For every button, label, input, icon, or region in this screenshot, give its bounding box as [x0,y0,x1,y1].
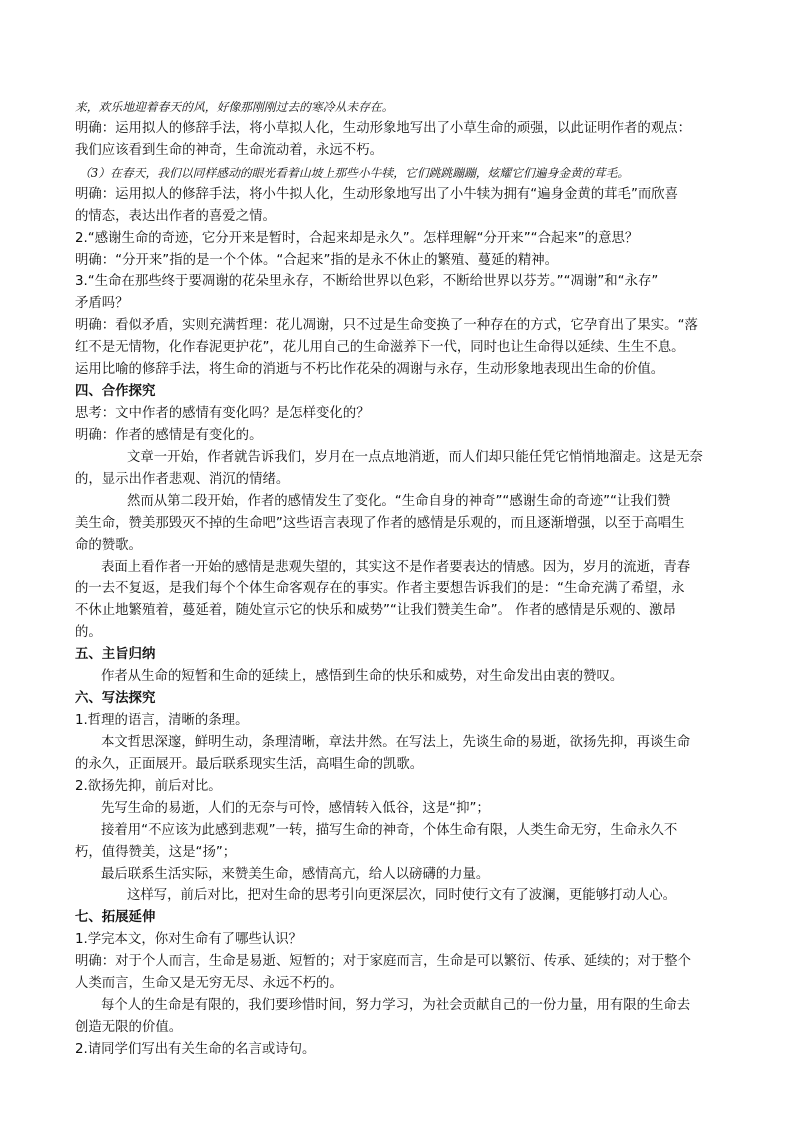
paragraph-line: 的情态，表达出作者的喜爱之情。 [75,208,276,224]
paragraph-line: 的一去不复返，是我们每个个体生命客观存在的事实。作者主要想告诉我们的是：“生命充满了希望，永 [75,581,685,597]
quoted-excerpt-line: （3）在春天，我们以同样感动的眼光看着山坡上那些小牛犊，它们跳跳蹦蹦，炫耀它们遍身金黄的茸毛。 [79,165,630,180]
paragraph-line: 不休止地繁殖着，蔓延着，随处宣示它的快乐和威势”“让我们赞美生命”。 作者的感情是乐观的、激昂 [75,603,676,619]
section-heading: 七、拓展延伸 [75,910,156,926]
quoted-excerpt-line: 来，欢乐地迎着春天的风，好像那刚刚过去的寒冷从未存在。 [75,100,394,114]
paragraph-line: 明确：作者的感情是有变化的。 [75,427,263,443]
paragraph-line: 作者从生命的短暂和生命的延续上，感悟到生命的快乐和威势，对生命发出由衷的赞叹。 [101,669,624,685]
paragraph-line: 1.学完本文，你对生命有了哪些认识？ [75,932,303,948]
section-heading: 六、写法探究 [75,691,156,707]
paragraph-line: 命的赞歌。 [75,537,142,553]
paragraph-line: 朽，值得赞美，这是“扬”； [75,844,237,860]
paragraph-line: 本文哲思深邃，鲜明生动，条理清晰，章法井然。在写法上，先谈生命的易逝，欲扬先抑，再谈生命 [101,734,691,750]
paragraph-line: 的，显示出作者悲观、消沉的情绪。 [75,471,290,487]
paragraph-line: 美生命，赞美那毁灭不掉的生命吧”这些语言表现了作者的感情是乐观的，而且逐渐增强，以至于高唱生 [75,515,685,531]
paragraph-line: 2.欲扬先抑，前后对比。 [75,778,222,794]
paragraph-line: 思考：文中作者的感情有变化吗？是怎样变化的？ [75,406,370,422]
paragraph-line: 3.“生命在那些终于要凋谢的花朵里永存，不断给世界以色彩，不断给世界以芬芳。”“凋谢”和“永存” [75,274,659,290]
paragraph-line: 表面上看作者一开始的感情是悲观失望的，其实这不是作者要表达的情感。因为，岁月的流逝，青春 [101,559,691,575]
paragraph-line: 红不是无情物，化作春泥更护花”，花儿用自己的生命滋养下一代，同时也让生命得以延续、生生不息。 [75,340,685,356]
paragraph-line: 2.请同学们写出有关生命的名言或诗句。 [75,1041,316,1057]
paragraph-line: 明确：看似矛盾，实则充满哲理：花儿凋谢，只不过是生命变换了一种存在的方式，它孕育出了果实。“落 [75,318,698,334]
paragraph-line: 每个人的生命是有限的，我们要珍惜时间，努力学习，为社会贡献自己的一份力量，用有限的生命去 [101,998,691,1014]
paragraph-line: 我们应该看到生命的神奇，生命流动着，永远不朽。 [75,142,383,158]
paragraph-line: 的永久，正面展开。最后联系现实生活，高唱生命的凯歌。 [75,756,424,772]
section-heading: 四、合作探究 [75,384,156,400]
paragraph-line: 最后联系生活实际，来赞美生命，感情高亢，给人以磅礴的力量。 [101,866,490,882]
paragraph-line: 明确：运用拟人的修辞手法，将小草拟人化，生动形象地写出了小草生命的顽强，以此证明作者的观点： [75,120,691,136]
paragraph-line: 接着用“不应该为此感到悲观”一转，描写生命的神奇，个体生命有限，人类生命无穷，生命永久不 [101,822,678,838]
paragraph-line: 明确：“分开来”指的是一个个体。“合起来”指的是永不休止的繁殖、蔓延的精神。 [75,252,559,268]
paragraph-line: 这样写，前后对比，把对生命的思考引向更深层次，同时使行文有了波澜，更能够打动人心。 [127,888,677,904]
paragraph-line: 矛盾吗？ [75,296,129,312]
paragraph-line: 明确：对于个人而言，生命是易逝、短暂的；对于家庭而言，生命是可以繁衍、传承、延续的；对于整个 [75,954,691,970]
paragraph-line: 然而从第二段开始，作者的感情发生了变化。“生命自身的神奇”“感谢生命的奇迹”“让我们赞 [127,493,671,509]
paragraph-line: 运用比喻的修辞手法，将生命的消逝与不朽比作花朵的凋谢与永存，生动形象地表现出生命的价值。 [75,362,665,378]
paragraph-line: 2.“感谢生命的奇迹，它分开来是暂时，合起来却是永久”。怎样理解“分开来”“合起来”的意思？ [75,230,639,246]
paragraph-line: 创造无限的价值。 [75,1020,183,1036]
paragraph-line: 文章一开始，作者就告诉我们，岁月在一点点地消逝，而人们却只能任凭它悄悄地溜走。这是无奈 [127,449,703,465]
paragraph-line: 的。 [75,625,102,641]
paragraph-line: 人类而言，生命又是无穷无尽、永远不朽的。 [75,976,343,992]
paragraph-line: 明确：运用拟人的修辞手法，将小牛拟人化，生动形象地写出了小牛犊为拥有“遍身金黄的茸毛”而欣喜 [75,186,679,202]
paragraph-line: 1.哲理的语言，清晰的条理。 [75,713,249,729]
section-heading: 五、主旨归纳 [75,647,156,663]
paragraph-line: 先写生命的易逝，人们的无奈与可怜，感情转入低谷，这是“抑”； [101,800,490,816]
